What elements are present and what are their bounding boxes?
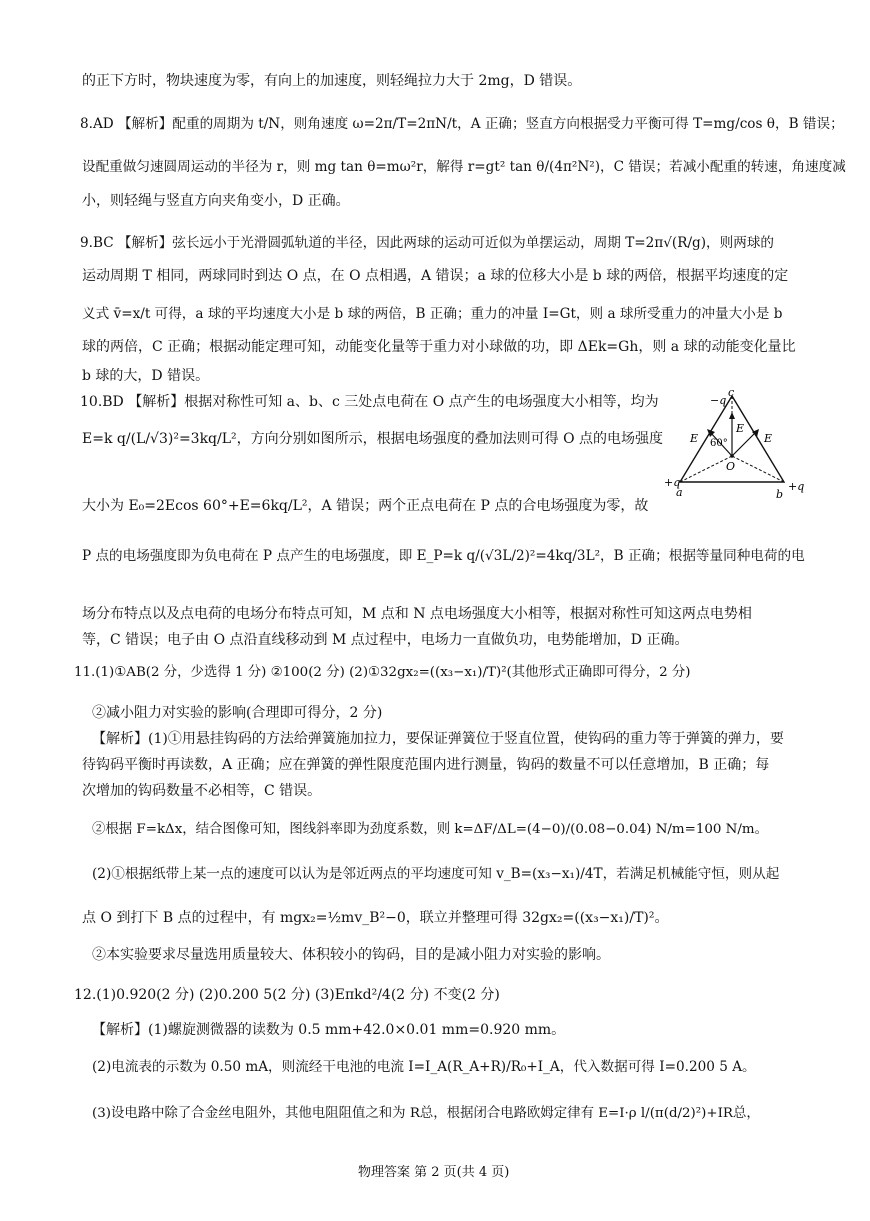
answer-8-line: 8.AD 【解析】配重的周期为 t/N，则角速度 ω=2π/T=2πN/t，A 正确；竖直方向根据受力平衡可得 T=mg/cos θ，B 错误； bbox=[80, 116, 844, 132]
answer-10-line: 10.BD 【解析】根据对称性可知 a、b、c 三处点电荷在 O 点产生的电场强度大小相等，均为 bbox=[80, 394, 659, 410]
text-line: 【解析】(1)①用悬挂钩码的方法给弹簧施加拉力，要保证弹簧位于竖直位置，使钩码的重力等于弹簧的弹力，要 bbox=[92, 731, 784, 747]
text-line: 设配重做匀速圆周运动的半径为 r，则 mg tan θ=mω²r，解得 r=gt² tan θ/(4π²N²)，C 错误；若减小配重的转速，角速度减 bbox=[82, 159, 846, 175]
charge-triangle-figure bbox=[660, 386, 810, 504]
label-c: c bbox=[728, 386, 735, 399]
text-line: 大小为 E₀=2Ecos 60°+E=6kq/L²，A 错误；两个正点电荷在 P 点的合电场强度为零，故 bbox=[82, 498, 649, 514]
text-line: 【解析】(1)螺旋测微器的读数为 0.5 mm+42.0×0.01 mm=0.920 mm。 bbox=[92, 1022, 566, 1038]
text-line: 义式 v̄=x/t 可得，a 球的平均速度大小是 b 球的两倍，B 正确；重力的冲量 I=Gt，则 a 球所受重力的冲量大小是 b bbox=[82, 306, 783, 322]
text-line: 的正下方时，物块速度为零，有向上的加速度，则轻绳拉力大于 2mg，D 错误。 bbox=[82, 73, 582, 89]
arrowhead-up bbox=[729, 412, 735, 419]
text-line: (2)电流表的示数为 0.50 mA，则流经干电池的电流 I=I_A(R_A+R)/R₀+I_A，代入数据可得 I=0.200 5 A。 bbox=[92, 1059, 756, 1075]
label-e-up: E bbox=[736, 422, 745, 435]
text-line: (2)①根据纸带上某一点的速度可以认为是邻近两点的平均速度可知 v_B=(x₃−x₁)/4T，若满足机械能守恒，则从起 bbox=[92, 866, 780, 882]
answer-11-line: 11.(1)①AB(2 分，少选得 1 分) ②100(2 分) (2)①32gx₂=((x₃−x₁)/T)²(其他形式正确即可得分，2 分) bbox=[74, 665, 691, 680]
label-o: O bbox=[726, 460, 736, 473]
text-line: E=k q/(L/√3)²=3kq/L²，方向分别如图所示，根据电场强度的叠加法则可得 O 点的电场强度 bbox=[82, 431, 664, 447]
text-line: ②减小阻力对实验的影响(合理即可得分，2 分) bbox=[92, 705, 383, 721]
text-line: 小，则轻绳与竖直方向夹角变小，D 正确。 bbox=[82, 193, 350, 209]
field-arrow-right bbox=[732, 432, 756, 456]
text-line: P 点的电场强度即为负电荷在 P 点产生的电场强度，即 E_P=k q/(√3L/2)²=4kq/3L²，B 正确；根据等量同种电荷的电 bbox=[82, 548, 805, 564]
text-line: 待钩码平衡时再读数，A 正确；应在弹簧的弹性限度范围内进行测量，钩码的数量不可以任意增加，B 正确；每 bbox=[82, 757, 770, 773]
page-footer: 物理答案 第 2 页(共 4 页) bbox=[358, 1165, 510, 1180]
answer-9-line: 9.BC 【解析】弦长远小于光滑圆弧轨道的半径，因此两球的运动可近似为单摆运动，周期 T=2π√(R/g)，则两球的 bbox=[80, 235, 775, 251]
label-a: a bbox=[676, 486, 683, 499]
label-angle: 60° bbox=[710, 438, 728, 449]
text-line: b 球的大，D 错误。 bbox=[82, 368, 210, 384]
label-b: b bbox=[776, 488, 784, 501]
text-line: 球的两倍，C 正确；根据动能定理可知，动能变化量等于重力对小球做的功，即 ΔEk=Gh，则 a 球的动能变化量比 bbox=[82, 339, 796, 355]
label-pos-q-a: +q bbox=[664, 476, 681, 489]
label-e-right: E bbox=[764, 432, 773, 445]
text-line: 等，C 错误；电子由 O 点沿直线移动到 M 点过程中，电场力一直做负功，电势能增加，D 正确。 bbox=[82, 632, 689, 648]
label-e-left: E bbox=[690, 432, 699, 445]
text-line: 场分布特点以及点电荷的电场分布特点可知，M 点和 N 点电场强度大小相等，根据对称性可知这两点电势相 bbox=[82, 606, 752, 622]
point-o bbox=[730, 454, 734, 458]
text-line: ②本实验要求尽量选用质量较大、体积较小的钩码，目的是减小阻力对实验的影响。 bbox=[92, 947, 610, 963]
label-pos-q-b: +q bbox=[788, 480, 805, 493]
text-line: ②根据 F=kΔx，结合图像可知，图线斜率即为劲度系数，则 k=ΔF/ΔL=(4−0)/(0.08−0.04) N/m=100 N/m。 bbox=[92, 822, 768, 837]
text-line: (3)设电路中除了合金丝电阻外，其他电阻阻值之和为 R总，根据闭合电路欧姆定律有 E=I·ρ l/(π(d/2)²)+IR总， bbox=[92, 1106, 760, 1121]
text-line: 点 O 到打下 B 点的过程中，有 mgx₂=½mv_B²−0，联立并整理可得 32gx₂=((x₃−x₁)/T)²。 bbox=[82, 910, 669, 926]
label-neg-q: −q bbox=[710, 394, 727, 407]
text-line: 运动周期 T 相同，两球同时到达 O 点，在 O 点相遇，A 错误；a 球的位移大小是 b 球的两倍，根据平均速度的定 bbox=[82, 268, 789, 284]
answer-12-line: 12.(1)0.920(2 分) (2)0.200 5(2 分) (3)Eπkd²/4(2 分) 不变(2 分) bbox=[74, 987, 500, 1003]
text-line: 次增加的钩码数量不必相等，C 错误。 bbox=[82, 783, 322, 799]
